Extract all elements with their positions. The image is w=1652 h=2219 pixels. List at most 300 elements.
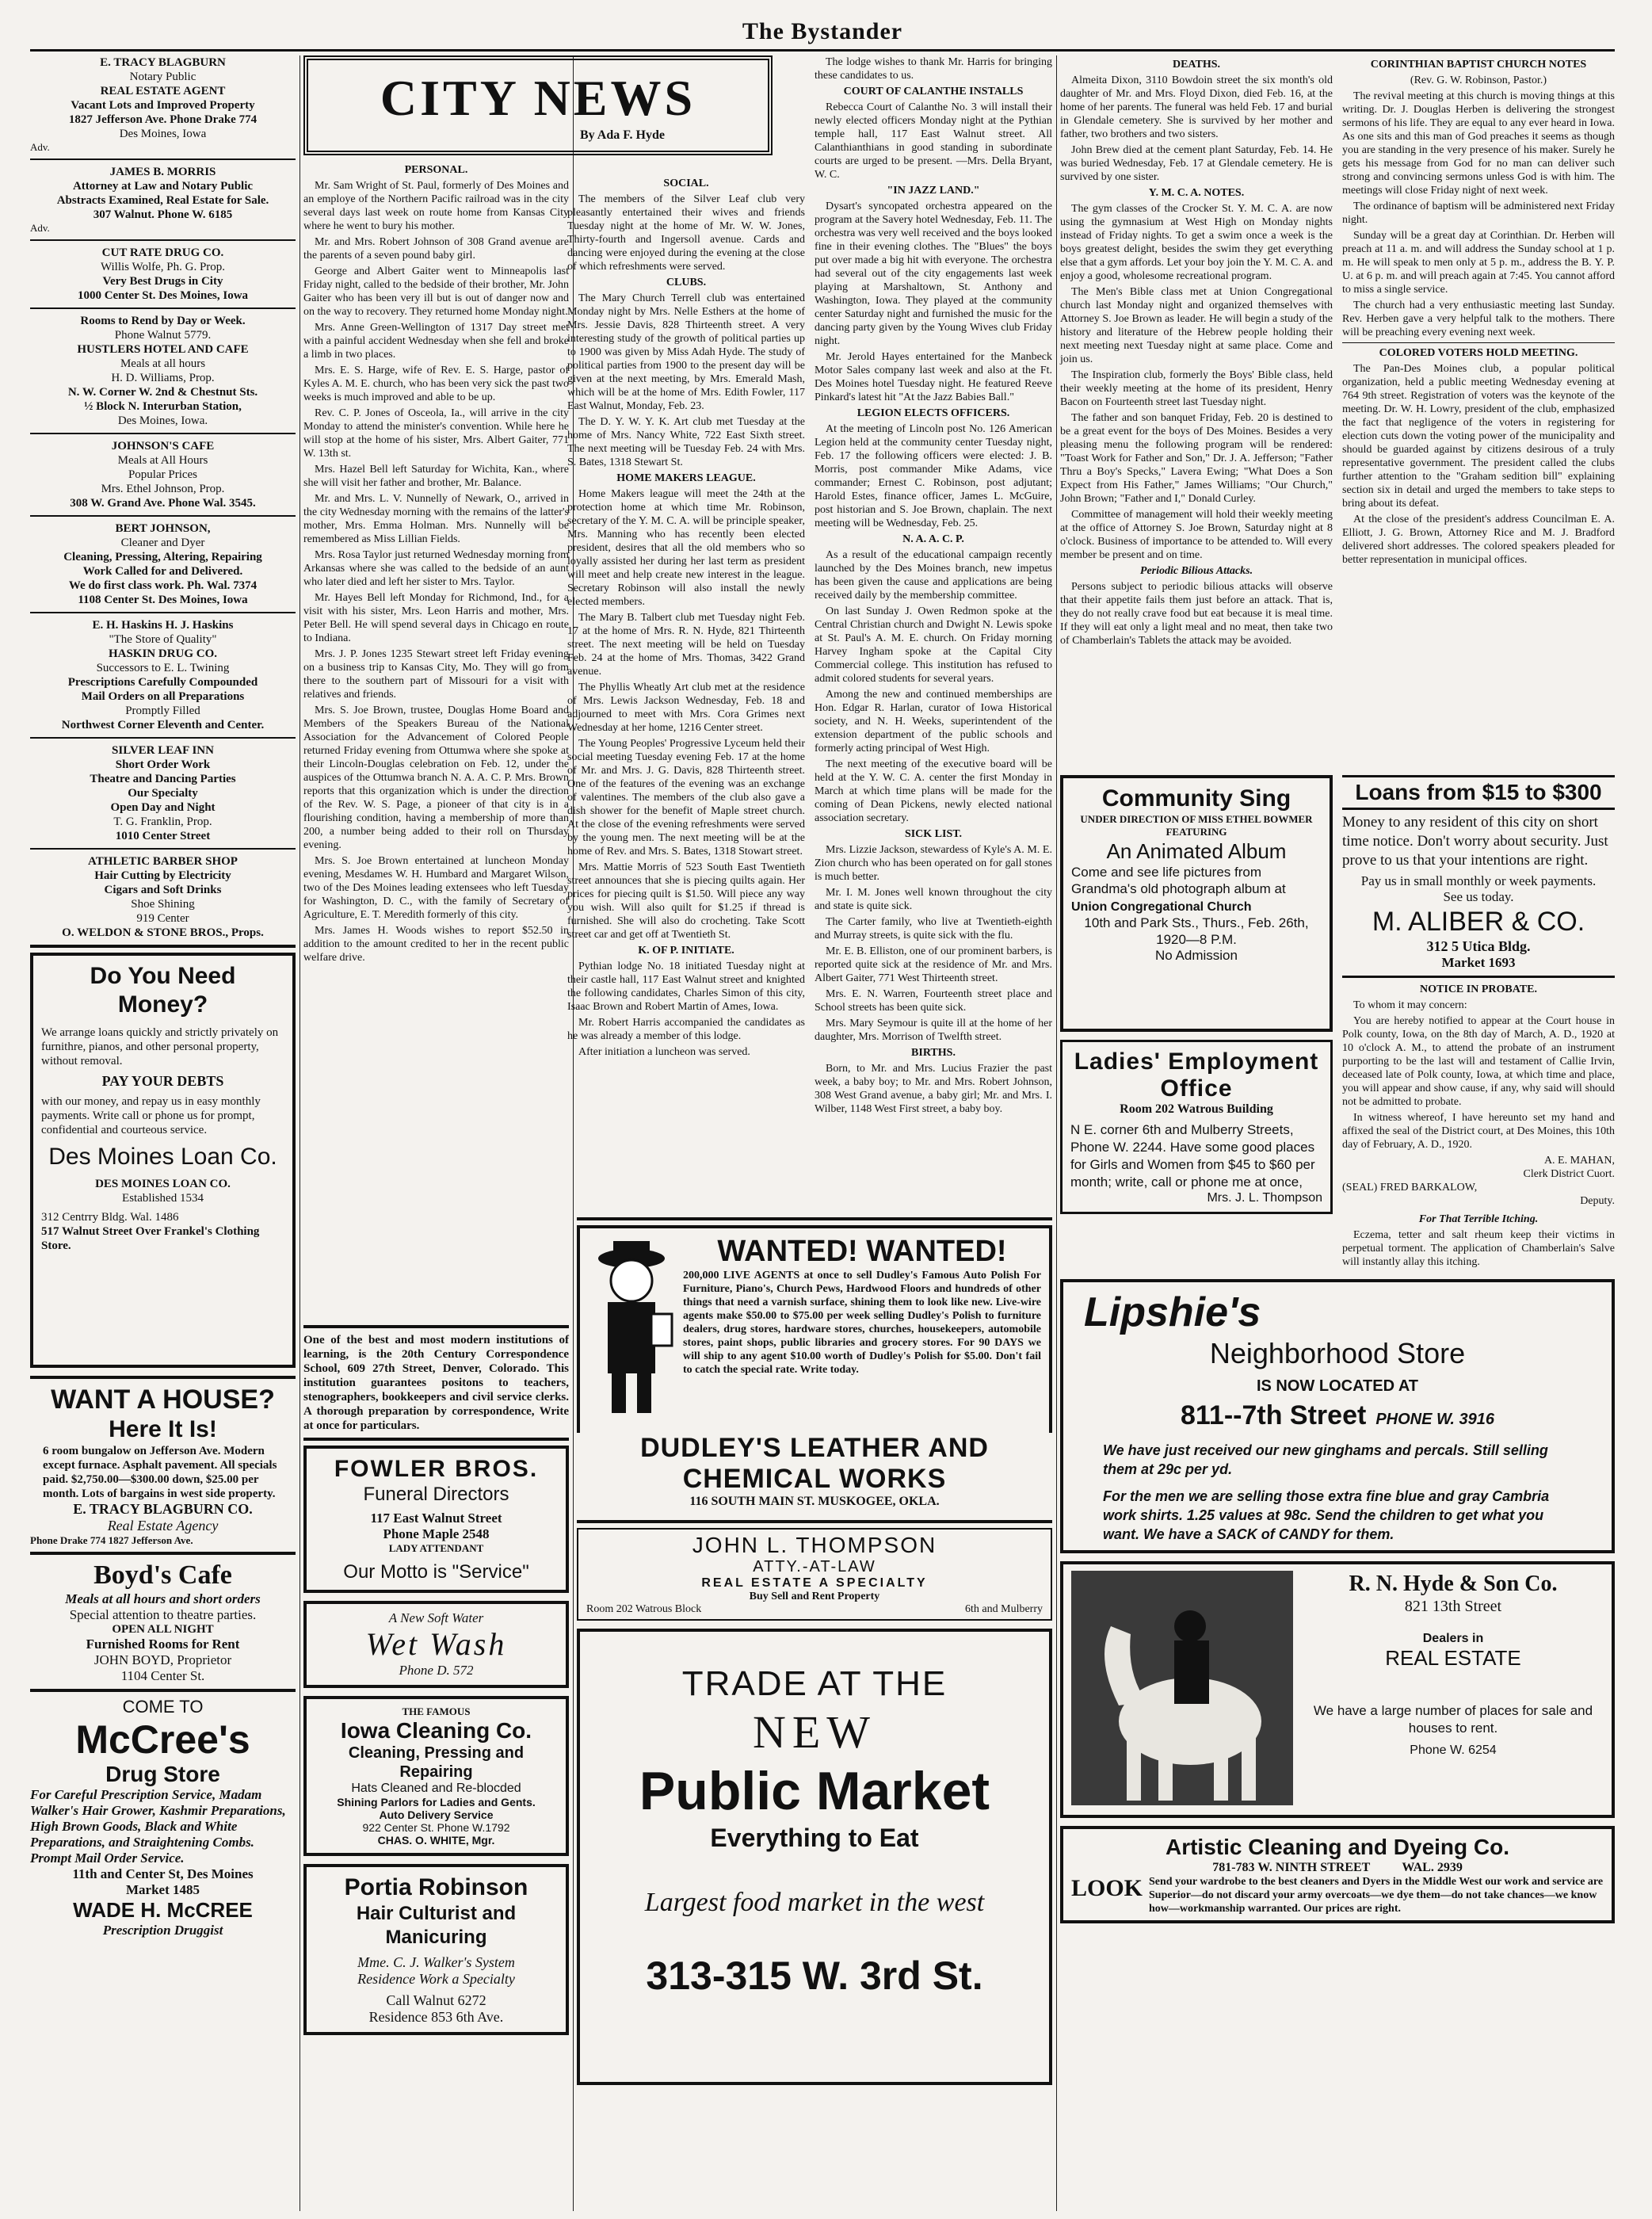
ad-line: Theatre and Dancing Parties — [90, 773, 236, 785]
divider — [577, 1520, 1052, 1523]
ad-line: THE FAMOUS — [402, 1705, 471, 1717]
ad-artistic-cleaning — [1060, 1826, 1615, 1923]
paragraph: The father and son banquet Friday, Feb. 20 is destined to be a great event for the boys of Des Moines. Besides a very pleasing menu the following program will be rendered: "Toast Work for Father and Son," Dr. J. A. Jefferson; "Father Thru a Boy's Specks," Lavera Ewing; "What Does a Son Expect from His Father," James Williams; "Our Church," John Brown; "Father and I," Donald Curley. — [1060, 412, 1333, 505]
paragraph: Mrs. S. Joe Brown, trustee, Douglas Home Board and Members of the Speakers Bureau of the National Association for the Advancement of Colored People returned Friday evening from Ottumwa where she spoke at their Lincoln-Douglas celebration on Feb. 12, under the auspices of the Ottumwa branch N. A. A. C. P. Mrs. Brown reports that this organization which is under the direction of the Rev. W. S. Page, a pioneer of that city is in a flourishing condition, having a membership of more than 200, a number being added to their roll on Thursday evening. — [303, 705, 569, 851]
divider — [30, 1689, 296, 1692]
col4-mid-right — [1342, 775, 1615, 1271]
ad-line: 6th and Mulberry — [965, 1603, 1043, 1615]
article-text — [303, 179, 569, 964]
ad-haskin — [30, 618, 296, 732]
ad-line-row — [586, 1603, 1043, 1616]
ad-line: Work Called for and Delivered. — [82, 565, 243, 578]
paragraph: George and Albert Gaiter went to Minneapolis last Friday night, called to the bedside of their brother, Mr. John Gaiter who has been very ill but is out of danger now and on the way to recovery. They returned home Monday night. — [303, 265, 569, 318]
ad-barber — [30, 854, 296, 940]
ad-line: Room 202 Watrous Building — [1120, 1102, 1273, 1116]
paragraph: You are hereby notified to appear at the Court house in Polk county, Iowa, on the 8th day of March, A. D., 1920 at 10 o'clock A. M., to attend the probate of an instrument purporting to be the last will and testament of Callie Irvin, deceased late of Polk county, Iowa, at which time and place, you will appear and show cause, if any, why said will should not be admitted to probate. — [1342, 1015, 1615, 1108]
ad-subtitle: Cleaning, Pressing and Repairing — [348, 1744, 525, 1781]
ad-title: WANTED! WANTED! — [717, 1235, 1007, 1268]
column-rule — [1056, 55, 1057, 2211]
ad-hyde — [1060, 1561, 1615, 1818]
ad-title: Boyd's Cafe — [93, 1560, 232, 1590]
paragraph: The ordinance of baptism will be administered next Friday night. — [1342, 201, 1615, 226]
paragraph: Mr. Hayes Bell left Monday for Richmond, Ind., for a visit with his sister, Mrs. Leon Harris and mother, Mrs. Peter Bell. He will spend several days in Chicago en route to Indiana. — [303, 592, 569, 644]
ad-title: Lipshie's — [1084, 1289, 1261, 1335]
ad-title: Loans from $15 to $300 — [1342, 775, 1615, 810]
divider — [30, 433, 296, 434]
personal-section — [303, 163, 569, 1320]
paragraph: The Phyllis Wheatly Art club met at the residence of Mrs. Lewis Jackson Wednesday, Feb. 18 and adjourned to meet with Mrs. Cora Grimes next Wednesday at her home, 1216 Center street. — [567, 682, 805, 734]
ad-hustlers — [30, 314, 296, 428]
ad-title: HASKIN DRUG CO. — [108, 647, 218, 660]
ad-body: For the men we are selling those extra fine blue and gray Cambria work shirts. 1.25 values at 98c. Send the children to get what you want. We have a SACK of CANDY for them. — [1103, 1488, 1550, 1542]
ad-body: 200,000 LIVE AGENTS at once to sell Dudley's Famous Auto Polish For Furniture, Piano's, Church Pews, Hardwood Floors and hundreds of other things that need a varnish surface, shining them to look like new. Live-wire agents make $50.00 to $75.00 per week selling Dudley's Polish to furniture dealers, drug stores, hardware stores, churches, housekeepers, automobile stores, paint shops, public libraries and grocery stores. For 90 DAYS we will ship to any agent $10.00 worth of Dudley's Polish for $5.00. Don't fail to catch the special rate. Write today. — [683, 1270, 1041, 1376]
paragraph: To whom it may concern: — [1353, 999, 1467, 1011]
paragraph: Mrs. E. S. Harge, wife of Rev. E. S. Harge, pastor of Kyles A. M. E. church, who has been very sick the past two weeks is much improved and able to be up. — [303, 365, 569, 403]
ad-line: 1104 Center St. — [120, 1668, 205, 1683]
paragraph: Mr. Robert Harris accompanied the candidates as he was already a member of this lodge. — [567, 1017, 805, 1042]
divider — [30, 239, 296, 241]
ad-line: JOHN BOYD, Proprietor — [93, 1652, 232, 1667]
ad-title: JOHN L. THOMPSON — [692, 1533, 937, 1557]
ad-brand: E. TRACY BLAGBURN CO. — [73, 1501, 253, 1517]
ad-line: Market 1693 — [1441, 955, 1516, 970]
article-text — [815, 1062, 1052, 1116]
ad-line: Popular Prices — [128, 468, 198, 481]
divider — [1342, 976, 1615, 978]
ad-subtitle: Everything to Eat — [710, 1824, 919, 1852]
ad-line: Our Specialty — [128, 787, 198, 800]
article-text — [567, 193, 805, 273]
paragraph: Mrs. Mattie Morris of 523 South East Twentieth street announces that she is piecing quilts again. Her prices for piecing quilt is $1.50. Will piece any way you wish. Will also quilt for $1.25 if thread is furnished. She will also do crocheting. Take Scott street car and get off at Twentieth St. — [567, 861, 805, 941]
article-text — [567, 292, 805, 469]
section-heading: HOME MAKERS LEAGUE. — [616, 472, 756, 484]
ad-body: Send your wardrobe to the best cleaners and Dyers in the Middle West our work and service are Superior—do not discard your army overcoats—we dye them—do not take chances—we know how—workmanship warranted. Our prices are right. — [1149, 1876, 1604, 1915]
section-heading: PERSONAL. — [404, 164, 468, 176]
ad-boyds-cafe — [30, 1560, 296, 1684]
article-text — [1060, 74, 1333, 184]
ad-line: 922 Center St. Phone W.1792 — [362, 1821, 510, 1834]
article-text — [815, 200, 1052, 404]
ad-line: Cigars and Soft Drinks — [104, 884, 222, 896]
paragraph: Mr. Jerold Hayes entertained for the Manbeck Motor Sales company last week and also at the Ft. Des Moines hotel Tuesday night. He featured Reeve Pinkard's latest hit "At the Jazz Babies Ball." — [815, 351, 1052, 403]
news-continued — [567, 55, 1052, 1213]
newspaper-page — [30, 14, 1615, 2211]
ad-subtitle: Drug Store — [105, 1762, 220, 1786]
article-text — [1060, 580, 1333, 647]
paragraph: Dysart's syncopated orchestra appeared on the program at the Savery hotel Wednesday, Feb. 11. The orchestra was very well received and the boys looked fine in their evening clothes. The "Blues" the boys put over made a big hit with everyone. The orchestra had several out of the city engagements last week playing at Marshaltown, St. Anthony and Washington, Iowa. They played at the community center Saturday night and furnished the music for the dancing party given by the Young Wives club Friday night. — [815, 201, 1052, 347]
paragraph: The next meeting of the executive board will be held at the Y. W. C. A. center the first Monday in March at which time plans will be made for the coming of Dean Pickens, newly elected national association secretary. — [815, 758, 1052, 824]
paragraph: As a result of the educational campaign recently launched by the Des Moines branch, new impetus has been given the cause and applications are being received daily by the membership committee. — [815, 549, 1052, 602]
ad-line: Mail Orders on all Preparations — [81, 690, 245, 703]
ad-line: Shining Parlors for Ladies and Gents. — [337, 1796, 536, 1808]
ad-line: Residence Work a Specialty — [357, 1971, 515, 1987]
ad-title: Community Sing — [1101, 785, 1291, 812]
section-heading: "IN JAZZ LAND." — [887, 185, 980, 197]
section-subheading: (Rev. G. W. Robinson, Pastor.) — [1410, 74, 1547, 86]
ad-line: 1010 Center Street — [115, 830, 211, 842]
ad-body: We arrange loans quickly and strictly privately on furnithre, pianos, and other personal property, without removal. — [41, 1026, 279, 1067]
ad-line: T. G. Franklin, Prop. — [113, 815, 212, 828]
ad-mark: Adv. — [30, 141, 50, 153]
paragraph: Mrs. J. P. Jones 1235 Stewart street left Friday evening on a business trip to Kansas City, Mo. They will go from there to the southern part of Missouri for a visit with relatives and friends. — [303, 648, 569, 701]
ad-subtitle: REAL ESTATE — [1385, 1646, 1521, 1670]
paragraph: The members of the Silver Leaf club very pleasantly entertained their wives and friends Tuesday night at the home of Mr. W. W. Jones, Thirty-fourth and Ingersoll avenue. Cards and dancing were enjoyed during the evening at the close of which refreshments were served. — [567, 193, 805, 273]
news-col-b — [815, 55, 1052, 1213]
paragraph: At the close of the president's address Councilman E. A. Elliott, J. G. Brown, Attorney Rice and M. J. Bradford delivered short addresses. The colored speakers pleaded for better representation in municipal offices. — [1342, 514, 1615, 566]
ad-thompson — [577, 1528, 1052, 1621]
paragraph: In witness whereof, I have hereunto set my hand and affixed the seal of the District court, at Des Moines, this 10th day of February, A. D., 1920. — [1342, 1112, 1615, 1151]
ad-subtitle: Here It Is! — [109, 1416, 217, 1442]
ad-line: Attorney at Law and Notary Public — [72, 180, 254, 193]
column-4 — [1060, 55, 1615, 2211]
divider — [577, 1217, 1052, 1220]
ad-line: H. D. Williams, Prop. — [111, 372, 215, 384]
article-text — [815, 843, 1052, 1044]
ad-brand: M. ALIBER & CO. — [1372, 907, 1585, 937]
ad-line: Union Congregational Church — [1071, 900, 1252, 914]
section-heading: CORINTHIAN BAPTIST CHURCH NOTES — [1370, 59, 1587, 71]
article-text — [567, 487, 805, 941]
ad-line: LADY ATTENDANT — [388, 1542, 484, 1554]
ad-line: CHAS. O. WHITE, Mgr. — [377, 1834, 495, 1847]
ad-look: LOOK — [1071, 1875, 1143, 1901]
ad-title: R. N. Hyde & Son Co. — [1349, 1572, 1558, 1596]
ad-wet-wash — [303, 1601, 569, 1688]
divider — [303, 1325, 569, 1328]
ad-title: Public Market — [639, 1761, 990, 1821]
article-text — [567, 960, 805, 1059]
ad-morris — [30, 165, 296, 235]
probate-notice — [1342, 983, 1615, 1269]
ad-line: Buy Sell and Rent Property — [749, 1591, 880, 1602]
ad-line: NEW — [752, 1706, 877, 1758]
ad-line: Cleaner and Dyer — [120, 537, 205, 549]
ad-mark: Adv. — [30, 222, 50, 234]
ad-line: A New Soft Water — [388, 1610, 484, 1625]
paragraph: At the meeting of Lincoln post No. 126 American Legion held at the community center Tuesday night, Feb. 17 the following officers were elected: J. B. Morris, post commander Mike Adams, vice commander; Ernest C. Robinson, post adjutant; Harold Estes, finance officer, James L. McGuire, post historian and S. Joe Brown, chaplain. The next meeting will be Wednesday, Feb. 25. — [815, 423, 1052, 529]
ad-title: Artistic Cleaning and Dyeing Co. — [1165, 1835, 1510, 1859]
section-heading: SOCIAL. — [663, 178, 709, 189]
ad-silver-leaf — [30, 743, 296, 843]
ad-line: E. H. Haskins H. J. Haskins — [92, 619, 234, 632]
ad-line: Des Moines, Iowa — [119, 128, 207, 140]
ad-title: SILVER LEAF INN — [112, 744, 214, 757]
ad-title: CUT RATE DRUG CO. — [101, 246, 224, 259]
ad-title: Do You Need Money? — [90, 963, 236, 1018]
hyde-body — [1303, 1571, 1604, 1808]
column-rule — [299, 55, 300, 2211]
ad-title: Iowa Cleaning Co. — [340, 1718, 532, 1743]
paragraph: Rev. C. P. Jones of Osceola, Ia., will arrive in the city Monday to attend the minister's convention. While here he will stop at the home of his sister, Mrs. Albert Gaiter, 771 W. 13th st. — [303, 407, 569, 460]
ad-line: Meals at all hours — [120, 357, 206, 370]
ad-title: Wet Wash — [365, 1626, 507, 1662]
ad-title: E. TRACY BLAGBURN — [100, 56, 226, 69]
paragraph: Mr. and Mrs. L. V. Nunnelly of Newark, O., arrived in the city Wednesday morning with the remains of the latter's mother, Mrs. Emma Holman. Mrs. Nunnelly will be remembered as Miss Lillian Fields. — [303, 493, 569, 545]
ad-title: McCree's — [75, 1717, 250, 1762]
signature-line: (SEAL) FRED BARKALOW, — [1342, 1182, 1478, 1194]
divider — [30, 848, 296, 850]
ad-line: 919 Center — [136, 912, 189, 925]
paragraph: The Young Peoples' Progressive Lyceum held their social meeting Tuesday evening Feb. 17 at the home of Mr. and Mrs. J. G. Davis, 828 Thirteenth street. One of the features of the evening was an exchange of valentines. The members of the club also gave a dish shower for the benefit of Maple street church. At the close of the evening refreshments were served by the young men. The next meeting will be at the home of Rev. and Mrs. S. Bates, 1318 Stowart street. — [567, 738, 805, 857]
ad-line: Special attention to theatre parties. — [69, 1607, 257, 1622]
ad-subtitle: Hair Culturist and Manicuring — [356, 1903, 517, 1948]
ad-signature: Mrs. J. L. Thompson — [1207, 1191, 1322, 1205]
ad-line: 116 SOUTH MAIN ST. MUSKOGEE, OKLA. — [689, 1495, 940, 1508]
ad-blagburn — [30, 55, 296, 154]
ad-brand: Des Moines Loan Co. — [48, 1144, 277, 1170]
ad-line: Northwest Corner Eleventh and Center. — [61, 719, 265, 731]
ad-bert-johnson — [30, 521, 296, 607]
ad-line: Cleaning, Pressing, Altering, Repairing — [63, 551, 262, 563]
ad-line: No Admission — [1155, 948, 1238, 963]
ad-line: 1000 Center St. Des Moines, Iowa — [77, 289, 249, 302]
ad-line: Auto Delivery Service — [379, 1808, 494, 1821]
section-title: CITY NEWS — [380, 70, 696, 126]
ad-body: Come and see life pictures from Grandma's old photograph album at — [1071, 865, 1286, 896]
ad-line: Mrs. Ethel Johnson, Prop. — [101, 483, 225, 495]
ad-johnson-cafe — [30, 439, 296, 510]
ad-line: Furnished Rooms for Rent — [86, 1637, 240, 1652]
paragraph: Persons subject to periodic bilious attacks will observe that their appetite fails them just before an attack. That is, they do not really crave food but eat because it is meal time. If they will eat only a light meal and no meat, then take two of Chamberlain's Tablets the attack may be avoided. — [1060, 581, 1333, 647]
ad-line: Market 1485 — [125, 1882, 200, 1897]
ad-body: Money to any resident of this city on short time notice. Don't worry about security. Just prove to us that your intentions are right. — [1342, 814, 1608, 869]
ad-line: 10th and Park Sts., Thurs., Feb. 26th, 1920—8 P.M. — [1084, 915, 1309, 947]
article-text — [1342, 90, 1615, 339]
ad-line: COME TO — [122, 1697, 204, 1717]
ad-title: JOHNSON'S CAFE — [111, 440, 215, 453]
ad-line: See us today. — [1443, 889, 1514, 904]
ad-line: REAL ESTATE AGENT — [100, 85, 226, 97]
ad-line: OPEN ALL NIGHT — [112, 1623, 214, 1636]
paragraph: Among the new and continued memberships are Hon. Edgar R. Harlan, curator of Iowa Historical society, and N. H. Weeks, superintendent of the extension department of the public schools and formerly acting principal of West High. — [815, 689, 1052, 754]
paragraph: On last Sunday J. Owen Redmon spoke at the Central Christian church and Dwight N. Lewis spoke at St. Paul's A. M. E. church. On Friday morning Harvey Ingham spoke at the Capital City Commercial college. This institution has refused to admit colored students for several years. — [815, 605, 1052, 685]
signature-line: Deputy. — [1580, 1195, 1615, 1207]
ad-body: with our money, and repay us in easy monthly payments. Write call or phone us for prompt, confidential and courteous service. — [41, 1095, 261, 1136]
ad-subtitle: Funeral Directors — [363, 1484, 509, 1505]
news-col-d — [1342, 55, 1615, 769]
paragraph: Mrs. E. N. Warren, Fourteenth street place and School streets has been quite sick. — [815, 988, 1052, 1014]
article-text — [1342, 362, 1615, 567]
ad-line: Prescription Druggist — [102, 1923, 223, 1938]
ad-school: One of the best and most modern institutions of learning, is the 20th Century Correspondence School, 609 27th Street, Denver, Colorado. This institution guarantees positons to teachers, stenographers, bookkeepers and civil service clerks. A thorough preparation by correspondence, Write at once for particulars. — [303, 1334, 569, 1432]
ad-community-sing — [1060, 775, 1333, 1032]
ad-body-row — [1071, 1875, 1604, 1915]
paragraph: After initiation a luncheon was served. — [578, 1046, 750, 1058]
paragraph: Sunday will be a great day at Corinthian. Dr. Herben will preach at 11 a. m. and will address the Sunday school at 1 p. m. He will speak to men only at 5 p. m., address the B. Y. P. U. at 6 p. m. and will preach again at 7:45. You cannot afford to miss a single service. — [1342, 230, 1615, 296]
ad-line: Real Estate Agency — [107, 1518, 219, 1533]
ad-line: Phone D. 572 — [399, 1663, 474, 1678]
news-col-c — [1060, 55, 1333, 769]
ad-fowler — [303, 1446, 569, 1593]
paragraph: Mrs. S. Joe Brown entertained at luncheon Monday evening, Mesdames W. H. Humbard and Margaret Wilson, two of the Des Moines leading extensees who left Tuesday for Washington, D. C., with the family of Secretary of Agriculture, E. T. Meredith formerly of this city. — [303, 855, 569, 921]
signature-line: Clerk District Cuort. — [1523, 1168, 1615, 1180]
paragraph: John Brew died at the cement plant Saturday, Feb. 14. He was buried Wednesday, Feb. 17 at Glendale cemetery. He is survived by one sister. — [1060, 144, 1333, 183]
ad-line: Call Walnut 6272 — [386, 1992, 486, 2008]
section-heading: K. OF P. INITIATE. — [638, 945, 734, 957]
paragraph: The Pan-Des Moines club, a popular political organization, held a public meeting Wednesday evening at 764 9th street. Registration of voters was the keynote of the meeting. Dr. W. H. Lowry, president of the club, emphasized the fact that negligence of the voters in registering for election cuts down the voting power of the municipality and should be guarded against by citizens desirous of a truly representative government. The president called the clubs further attention to the "Graham sedition bill" explaining section six in detail and urged the members to take steps to bring about its defeat. — [1342, 363, 1615, 510]
paragraph: The church had a very enthusiastic meeting last Sunday. Rev. Herben gave a very helpful talk to the mothers. There will be preaching every evening next week. — [1342, 300, 1615, 338]
ad-line: 313-315 W. 3rd St. — [646, 1954, 983, 1998]
ad-line: Very Best Drugs in City — [102, 275, 223, 288]
news-col-a — [567, 55, 805, 1213]
ad-public-market — [577, 1629, 1052, 2085]
ad-line: Hair Cutting by Electricity — [94, 869, 231, 882]
ad-subtitle: An Animated Album — [1106, 839, 1287, 863]
ad-line: 821 13th Street — [1404, 1598, 1502, 1615]
paragraph: Committee of management will hold their weekly meeting at the office of Attorney S. Joe Brown, Saturday night at 8 o'clock. Business of importance to be attended to. Will every member be present and on time. — [1060, 509, 1333, 561]
paragraph: Mrs. Anne Green-Wellington of 1317 Day street met with a painful accident Wednesday when she fell and broke a limb in two places. — [303, 322, 569, 361]
ad-line: UNDER DIRECTION OF MISS ETHEL BOWMER — [1080, 813, 1313, 825]
ad-line: 11th and Center St, Des Moines — [72, 1866, 254, 1881]
section-heading: COURT OF CALANTHE INSTALLS — [843, 86, 1024, 97]
ad-title: JAMES B. MORRIS — [109, 166, 216, 178]
ad-brand: DUDLEY'S LEATHER AND CHEMICAL WORKS — [640, 1433, 989, 1494]
ad-want-a-house — [30, 1384, 296, 1547]
article-text — [1342, 999, 1615, 1152]
paragraph: Rebecca Court of Calanthe No. 3 will install their newly elected officers Monday night at the Pythian temple hall, 117 East Walnut street. All Calanthianthians in good standing in subordinate courts are urged to be present. —Mrs. Della Bryant, W. C. — [815, 101, 1052, 181]
paragraph: Born, to Mr. and Mrs. Lucius Frazier the past week, a baby boy; to Mr. and Mrs. Robert Johnson, 308 West Grand avenue, a baby girl; Mr. and Mrs. I. Wilber, 1148 West First street, a baby boy. — [815, 1063, 1052, 1115]
ad-line: N. W. Corner W. 2nd & Chestnut Sts. — [67, 386, 258, 399]
ad-title: Ladies' Employment Office — [1074, 1048, 1319, 1102]
column-1 — [30, 55, 296, 2211]
ad-line: Established 1534 — [122, 1192, 204, 1205]
ad-line: Hats Cleaned and Re-blocded — [351, 1782, 521, 1795]
divider — [30, 1376, 296, 1379]
ad-title: ATHLETIC BARBER SHOP — [88, 855, 238, 868]
ad-line: Promptly Filled — [125, 705, 200, 717]
ad-line: 307 Walnut. Phone W. 6185 — [93, 208, 233, 221]
paragraph: Mrs. Lizzie Jackson, stewardess of Kyle's A. M. E. Zion church who has been operated on for gall stones is much better. — [815, 844, 1052, 883]
ad-line: Successors to E. L. Twining — [96, 662, 230, 674]
section-heading: LEGION ELECTS OFFICERS. — [857, 407, 1010, 419]
article-text — [815, 548, 1052, 825]
ad-line: IS NOW LOCATED AT — [1256, 1377, 1419, 1395]
ad-title: WANT A HOUSE? — [51, 1384, 275, 1415]
ad-des-moines-loan — [30, 953, 296, 1368]
ad-line: We do first class work. Ph. Wal. 7374 — [68, 579, 258, 592]
ad-line: Meals at all hours and short orders — [65, 1591, 261, 1606]
ad-line: Pay us in small monthly or week payments. — [1360, 873, 1597, 888]
ad-line: Phone Drake 774 1827 Jefferson Ave. — [30, 1534, 193, 1546]
col4-mid-left — [1060, 775, 1333, 1271]
section-heading: Periodic Bilious Attacks. — [1139, 565, 1253, 577]
ad-subtitle: Neighborhood Store — [1209, 1337, 1466, 1369]
section-heading: CLUBS. — [666, 277, 707, 288]
paragraph: Mrs. Hazel Bell left Saturday for Wichita, Kan., where she will visit her father and brother, Mr. Balance. — [303, 464, 569, 489]
paragraph: Home Makers league will meet the 24th at the protection home at which time Mr. Robinson, secretary of the Y. M. C. A. will be principle speaker, Mrs. Manning who has recently been elected president, desires that all the old members who so loyally assisted her during her last term as president will meet and help create new interest in the league. Secretary Robinson will also install the newly elected members. — [567, 488, 805, 608]
col4-mid — [1060, 775, 1615, 1271]
ad-line: Phone Maple 2548 — [383, 1526, 490, 1541]
section-heading: N. A. A. C. P. — [902, 533, 964, 545]
ad-body: We have a large number of places for sale and houses to rent. — [1313, 1703, 1593, 1736]
ad-line: Prescriptions Carefully Compounded — [67, 676, 258, 689]
paragraph: Mrs. Mary Seymour is quite ill at the home of her daughter, Mrs. Morrison of Twelfth street. — [815, 1018, 1052, 1043]
paragraph: The gym classes of the Crocker St. Y. M. C. A. are now using the gymnasium at West High on Monday nights instead of Friday nights. To get a swim once a week is the boys greatest delight, besides the swim they get everything else that a gym affords. Let your boy join the Y. M. C. A. and enjoy a good, wholesome recreational program. — [1060, 203, 1333, 282]
article-text — [815, 422, 1052, 530]
ad-line: Des Moines, Iowa. — [117, 414, 208, 427]
paragraph: Almeita Dixon, 3110 Bowdoin street the six month's old daughter of Mr. and Mrs. Floyd Dixon, died Feb. 16, at the home of her parents. The funeral was held Feb. 17 and burial in Glendale cemetery. She is survived by her mother and father, two brothers and two sisters. — [1060, 74, 1333, 140]
ad-line: Shoe Shining — [131, 898, 195, 911]
ad-title: FOWLER BROS. — [334, 1456, 539, 1482]
paragraph: The Mary B. Talbert club met Tuesday night Feb. 17 at the home of Mrs. R. N. Hyde, 821 Thirteenth street. The next meeting will be held on Tuesday Feb. 24 at the home of Mrs. Thomas, 3422 Grand avenue. — [567, 612, 805, 678]
ad-subtitle: ATTY.-AT-LAW — [753, 1558, 876, 1575]
divider — [30, 515, 296, 517]
ad-phone: WAL. 2939 — [1402, 1861, 1463, 1874]
article-text — [1342, 1228, 1615, 1269]
ad-line: DES MOINES LOAN CO. — [95, 1178, 231, 1190]
ad-line: Room 202 Watrous Block — [586, 1603, 702, 1615]
ad-line: Rooms to Rend by Day or Week. — [80, 315, 246, 327]
ad-line: 517 Walnut Street Over Frankel's Clothing Store. — [41, 1225, 260, 1252]
ad-line: Residence 853 6th Ave. — [368, 2009, 504, 2025]
ad-address-row — [1071, 1400, 1604, 1431]
paragraph: Eczema, tetter and salt rheum keep their victims in perpetual torment. The application of Chamberlain's Salve will instantly allay this itching. — [1342, 1229, 1615, 1268]
ad-body: We have just received our new ginghams and percals. Still selling them at 29c per yd. — [1103, 1442, 1548, 1477]
paragraph: Mr. I. M. Jones well known throughout the city and state is quite sick. — [815, 887, 1052, 912]
section-heading: DEATHS. — [1172, 59, 1221, 71]
ad-line: Short Order Work — [115, 758, 211, 771]
section-heading: BIRTHS. — [911, 1047, 956, 1059]
divider — [30, 158, 296, 160]
paragraph: Mrs. Rosa Taylor just returned Wednesday morning from Arkansas where she was called to the bedside of an aunt who later died and left her sister to Mrs. Taylor. — [303, 549, 569, 588]
ad-line: TRADE AT THE — [681, 1664, 948, 1703]
divider — [30, 1552, 296, 1555]
signature-line: A. E. MAHAN, — [1543, 1155, 1615, 1167]
paragraph: Mr. E. B. Elliston, one of our prominent barbers, is reported quite sick at the residence of Mr. and Mrs. Albert Gaiter, 771 West Thirteenth street. — [815, 945, 1052, 984]
divider — [30, 945, 296, 948]
ad-line: "The Store of Quality" — [109, 633, 217, 646]
column-3 — [567, 55, 1052, 2211]
ad-title: HUSTLERS HOTEL AND CAFE — [77, 343, 249, 356]
ad-iowa-cleaning — [303, 1696, 569, 1856]
paragraph: The Men's Bible class met at Union Congregational church last Monday night and organized themselves with Attorney S. Joe Brown as leader. He will begin a study of the history and literature of the Hebrew people holding their next meeting next Tuesday night at same place. Come and join us. — [1060, 286, 1333, 365]
ad-line: Abstracts Examined, Real Estate for Sale. — [56, 194, 269, 207]
ad-brand: WADE H. McCREE — [73, 1898, 253, 1922]
ad-line: O. WELDON & STONE BROS., Props. — [62, 926, 264, 939]
article-text — [815, 55, 1052, 82]
ad-mccree — [30, 1697, 296, 1938]
ad-portia-robinson — [303, 1864, 569, 2035]
ad-line: 1108 Center St. Des Moines, Iowa — [78, 594, 248, 606]
ad-phone: PHONE W. 3916 — [1375, 1411, 1494, 1428]
paragraph: The revival meeting at this church is moving things at this writing. Dr. J. Douglas Herben is delivering the strongest sermons of his life. They are equal to any ever heard in Iowa. As one sits and this man of God preaches it seems as though you are standing in the very presence of his maker. Surely he gets his message from God for no man can deliver such strong and convincing sermons unless God is with him. The meetings will close Friday night of next week. — [1342, 90, 1615, 197]
ad-title: Portia Robinson — [344, 1874, 528, 1900]
ad-body: For Careful Prescription Service, Madam Walker's Hair Grower, Kashmir Preparations, High Brown Goods, Black and White Preparations, and Straightening Combs. Prompt Mail Order Service. — [30, 1787, 286, 1866]
ad-line: 312 Centrry Bldg. Wal. 1486 — [41, 1211, 179, 1224]
ad-line: 308 W. Grand Ave. Phone Wal. 3545. — [70, 497, 256, 510]
masthead: The Bystander — [30, 14, 1615, 52]
article-text — [815, 101, 1052, 181]
paragraph: The Mary Church Terrell club was entertained Monday night by Mrs. Nelle Esthers at the home of Mrs. Jessie Davis, 828 Thirteenth street. A very interesting study of the growth of political parties up to 1900 was given by Miss Adah Hyde. The study of political parties from 1900 to the present day will be given at the next meeting, by Mrs. Emerald Mash, which will be at the home of Mrs. Edith Fowler, 117 East Walnut, Monday, Feb. 23. — [567, 292, 805, 412]
ad-line: Willis Wolfe, Ph. G. Prop. — [100, 261, 226, 273]
ad-title: BERT JOHNSON, — [115, 522, 211, 535]
ad-line: Vacant Lots and Improved Property — [71, 99, 255, 112]
ad-line: Open Day and Night — [110, 801, 216, 814]
ad-line: 1827 Jefferson Ave. Phone Drake 774 — [68, 113, 258, 126]
ad-cutrate — [30, 246, 296, 303]
ad-motto: Our Motto is "Service" — [343, 1561, 529, 1583]
ad-lipshie — [1060, 1279, 1615, 1553]
section-heading: NOTICE IN PROBATE. — [1420, 983, 1537, 995]
ad-line: 312 5 Utica Bldg. — [1426, 938, 1531, 954]
ad-address-row — [1071, 1861, 1604, 1875]
ad-line: Meals at All Hours — [117, 454, 208, 467]
ad-line: Largest food market in the west — [644, 1888, 985, 1917]
ad-body: 6 room bungalow on Jefferson Ave. Modern except furnace. Asphalt pavement. All specials paid. $2,750.00—$300.00 down, $25.00 per month. Lots of bargains in west side property. — [43, 1445, 277, 1500]
col4-news — [1060, 55, 1615, 769]
horse-rider-photo-icon — [1071, 1571, 1293, 1805]
ad-line: 117 East Walnut Street — [370, 1511, 502, 1526]
